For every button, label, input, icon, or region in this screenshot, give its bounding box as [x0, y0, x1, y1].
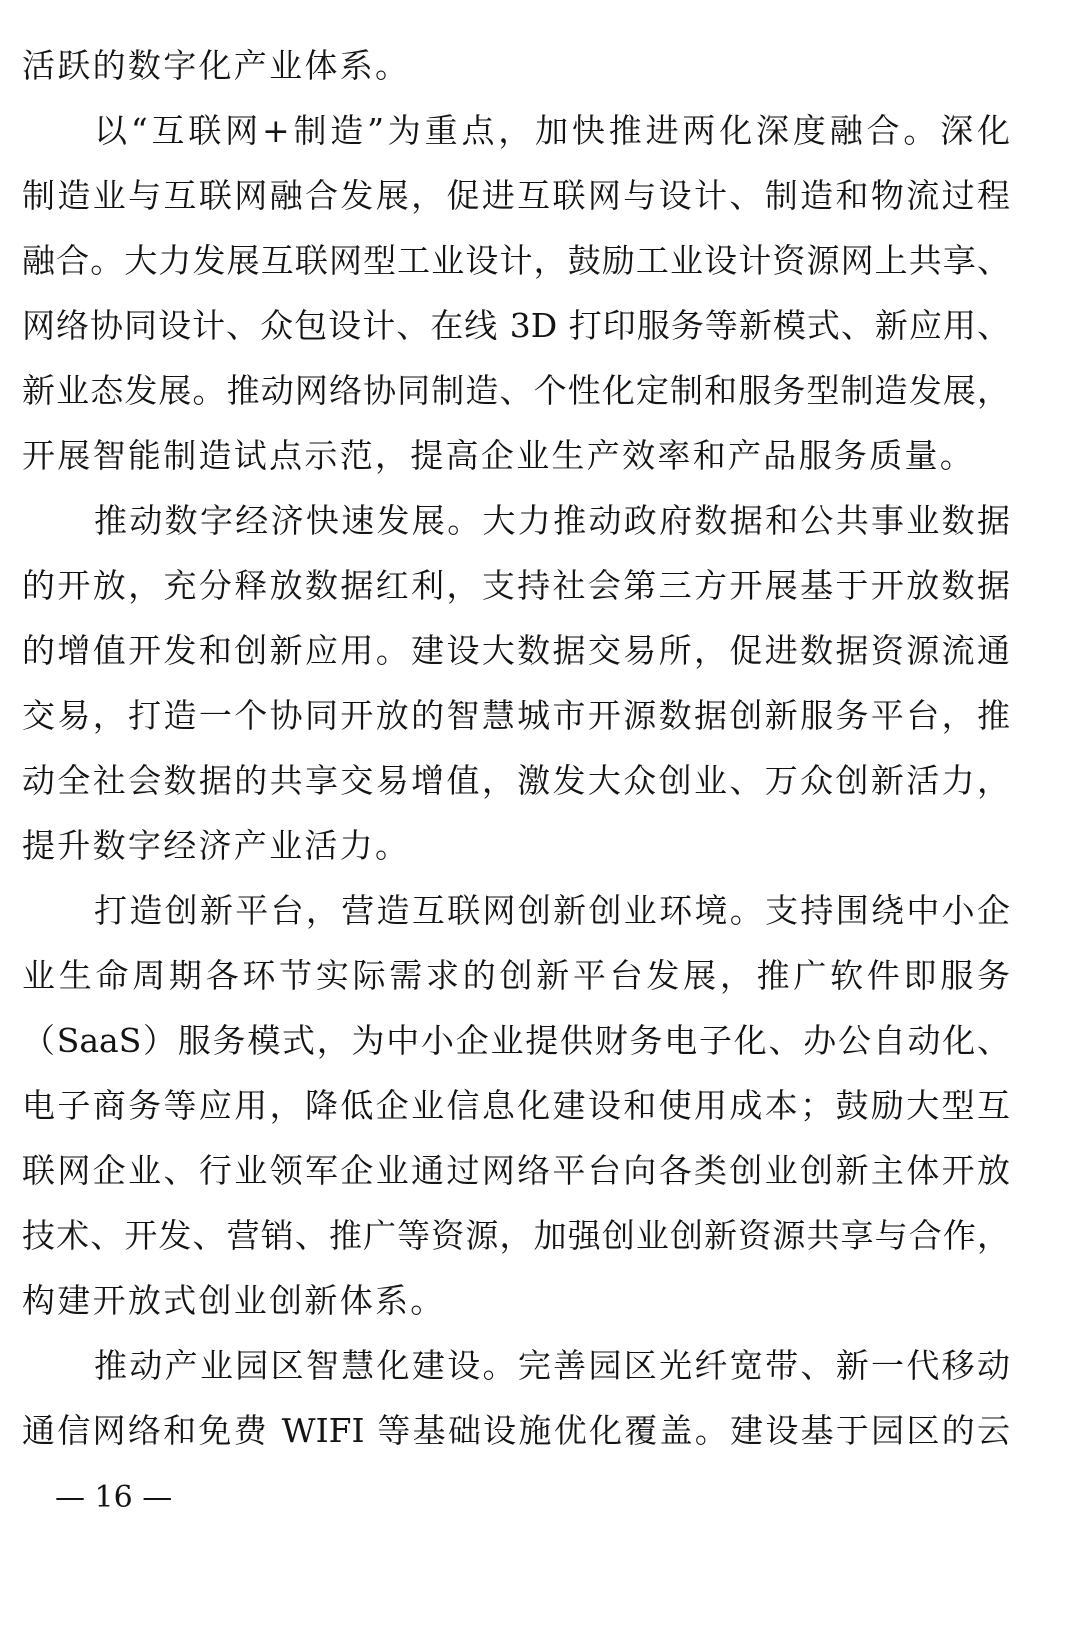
text-line: 制造业与互联网融合发展，促进互联网与设计、制造和物流过程	[22, 176, 1010, 215]
text-line: 业生命周期各环节实际需求的创新平台发展，推广软件即服务	[22, 956, 1010, 995]
text-line: 以“互联网+制造”为重点，加快推进两化深度融合。深化	[94, 111, 1010, 150]
page-number: — 16 —	[55, 1480, 173, 1515]
paragraph	[22, 1333, 1010, 1463]
text-line: 通信网络和免费 WIFI 等基础设施优化覆盖。建设基于园区的云	[22, 1411, 1010, 1450]
text-line: 构建开放式创业创新体系。	[22, 1281, 446, 1320]
text-line: 电子商务等应用，降低企业信息化建设和使用成本；鼓励大型互	[22, 1086, 1010, 1125]
text-line: 活跃的数字化产业体系。	[22, 46, 411, 85]
text-line: 开展智能制造试点示范，提高企业生产效率和产品服务质量。	[22, 436, 976, 475]
text-line: 打造创新平台，营造互联网创新创业环境。支持围绕中小企	[94, 891, 1010, 930]
text-line: 新业态发展。推动网络协同制造、个性化定制和服务型制造发展，	[22, 371, 1010, 410]
text-line: （SaaS）服务模式，为中小企业提供财务电子化、办公自动化、	[22, 1021, 1010, 1060]
paragraph	[22, 33, 1010, 98]
text-line: 的开放，充分释放数据红利，支持社会第三方开展基于开放数据	[22, 566, 1010, 605]
paragraph	[22, 488, 1010, 878]
text-line: 推动产业园区智慧化建设。完善园区光纤宽带、新一代移动	[94, 1346, 1010, 1385]
paragraph	[22, 98, 1010, 488]
text-line: 联网企业、行业领军企业通过网络平台向各类创业创新主体开放	[22, 1151, 1010, 1190]
document-body	[22, 33, 1010, 1463]
text-line: 动全社会数据的共享交易增值，激发大众创业、万众创新活力，	[22, 761, 1010, 800]
text-line: 提升数字经济产业活力。	[22, 826, 411, 865]
text-line: 推动数字经济快速发展。大力推动政府数据和公共事业数据	[94, 501, 1010, 540]
text-line: 技术、开发、营销、推广等资源，加强创业创新资源共享与合作，	[22, 1216, 1010, 1255]
paragraph	[22, 878, 1010, 1333]
text-line: 的增值开发和创新应用。建设大数据交易所，促进数据资源流通	[22, 631, 1010, 670]
text-line: 网络协同设计、众包设计、在线 3D 打印服务等新模式、新应用、	[22, 306, 1010, 345]
text-line: 交易，打造一个协同开放的智慧城市开源数据创新服务平台，推	[22, 696, 1010, 735]
text-line: 融合。大力发展互联网型工业设计，鼓励工业设计资源网上共享、	[22, 241, 1010, 280]
